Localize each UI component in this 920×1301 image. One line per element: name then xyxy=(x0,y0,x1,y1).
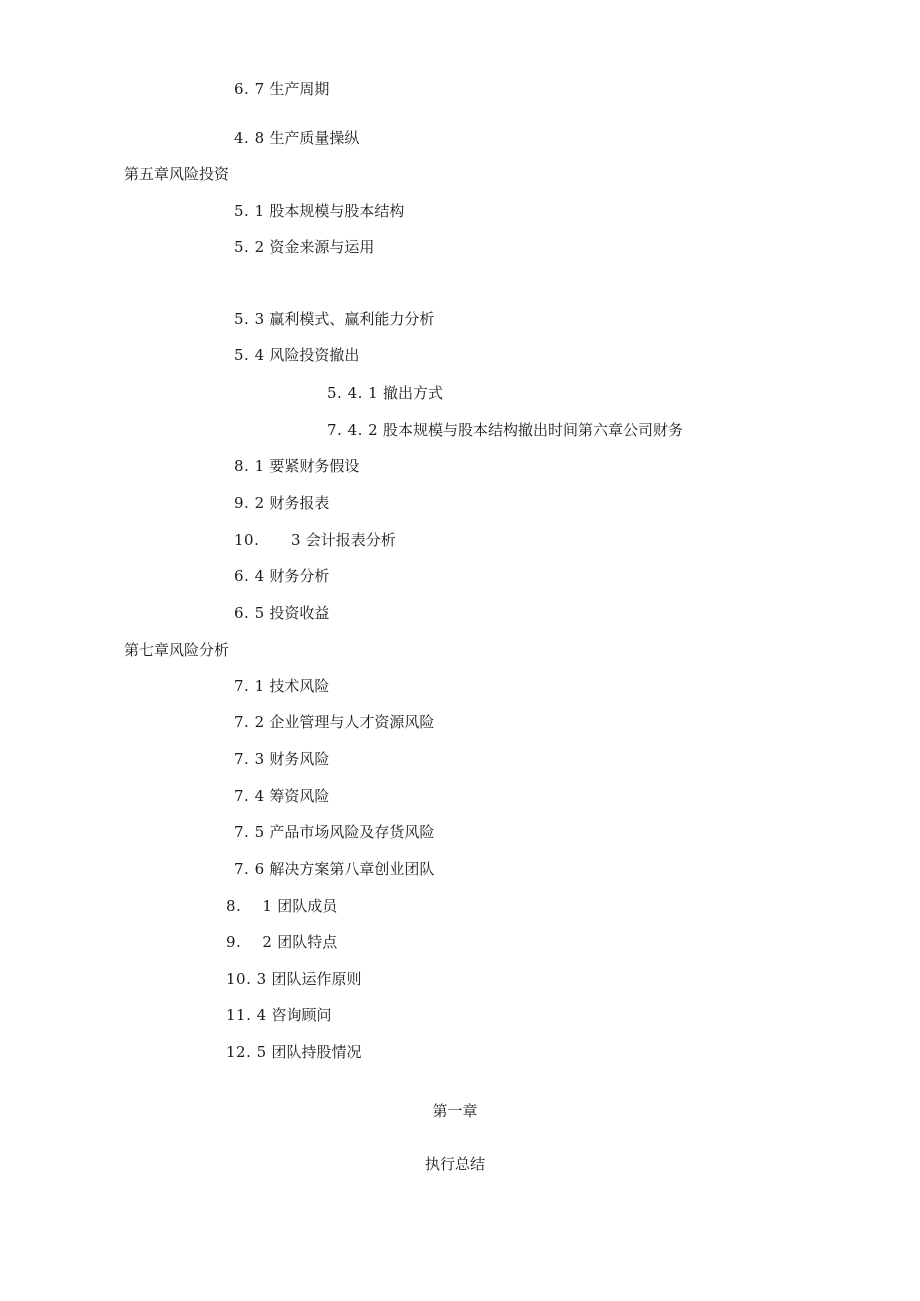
toc-entry-title: 解决方案第八章创业团队 xyxy=(269,860,435,878)
toc-entry-number: 7. 2 xyxy=(234,713,265,731)
toc-entry-number: 7. 4. 2 xyxy=(327,421,379,439)
toc-entry-number: 6. 5 xyxy=(234,604,265,622)
toc-entry-9-2 xyxy=(234,493,329,513)
toc-entry-number: 9. 2 xyxy=(226,933,273,951)
toc-entry-number: 9. 2 xyxy=(234,494,265,512)
toc-entry-8-1-team xyxy=(226,896,337,916)
toc-entry-number: 5. 4 xyxy=(234,346,265,364)
toc-entry-5-3 xyxy=(234,309,434,329)
toc-entry-title: 财务报表 xyxy=(269,494,330,512)
toc-entry-number: 4. 8 xyxy=(234,129,265,147)
toc-entry-number: 7. 3 xyxy=(234,750,265,768)
toc-entry-10-3-team xyxy=(226,969,361,989)
toc-entry-5-2 xyxy=(234,237,374,257)
toc-entry-number: 5. 3 xyxy=(234,310,265,328)
toc-entry-6-7 xyxy=(234,79,329,99)
toc-entry-number: 8. 1 xyxy=(226,897,273,915)
toc-entry-title: 股本规模与股本结构 xyxy=(269,202,405,220)
toc-entry-number: 7. 4 xyxy=(234,787,265,805)
toc-entry-7-4 xyxy=(234,786,329,806)
toc-entry-6-5 xyxy=(234,603,329,623)
toc-entry-number: 5. 2 xyxy=(234,238,265,256)
toc-entry-title: 技术风险 xyxy=(269,677,330,695)
toc-entry-7-6 xyxy=(234,859,434,879)
toc-entry-number: 5. 4. 1 xyxy=(327,384,379,402)
toc-entry-title: 企业管理与人才资源风险 xyxy=(269,713,435,731)
toc-entry-7-1 xyxy=(234,676,329,696)
toc-entry-5-4 xyxy=(234,345,359,365)
toc-entry-7-3 xyxy=(234,749,329,769)
toc-chapter-7 xyxy=(124,640,229,660)
toc-entry-title: 投资收益 xyxy=(269,604,330,622)
toc-entry-number: 11. 4 xyxy=(226,1006,267,1024)
toc-entry-number: 12. 5 xyxy=(226,1043,267,1061)
toc-entry-title: 生产周期 xyxy=(269,80,330,98)
chapter-number: 第一章 xyxy=(432,1102,478,1120)
toc-entry-number: 6. 7 xyxy=(234,80,265,98)
toc-entry-7-4-2 xyxy=(327,420,683,440)
toc-entry-title: 资金来源与运用 xyxy=(269,238,375,256)
toc-entry-12-5 xyxy=(226,1042,361,1062)
toc-entry-title: 财务分析 xyxy=(269,567,330,585)
toc-entry-number: 7. 1 xyxy=(234,677,265,695)
toc-entry-number: 8. 1 xyxy=(234,457,265,475)
toc-entry-8-1 xyxy=(234,456,359,476)
toc-entry-number: 6. 4 xyxy=(234,567,265,585)
toc-entry-title: 要紧财务假设 xyxy=(269,457,360,475)
toc-entry-title: 咨询顾问 xyxy=(271,1006,332,1024)
toc-entry-title: 风险投资撤出 xyxy=(269,346,360,364)
toc-entry-title: 团队运作原则 xyxy=(271,970,362,988)
toc-entry-number: 5. 1 xyxy=(234,202,265,220)
toc-entry-title: 撤出方式 xyxy=(382,384,443,402)
toc-chapter-title: 第五章风险投资 xyxy=(124,165,230,183)
toc-entry-title: 生产质量操纵 xyxy=(269,129,360,147)
toc-entry-title: 股本规模与股本结构撤出时间第六章公司财务 xyxy=(382,421,683,439)
toc-chapter-5 xyxy=(124,164,229,184)
toc-entry-4-8 xyxy=(234,128,359,148)
toc-entry-5-1 xyxy=(234,201,404,221)
toc-entry-title: 财务风险 xyxy=(269,750,330,768)
toc-entry-number: 7. 6 xyxy=(234,860,265,878)
toc-entry-title: 赢利模式、赢利能力分析 xyxy=(269,310,435,328)
toc-entry-11-4 xyxy=(226,1005,331,1025)
toc-entry-number: 7. 5 xyxy=(234,823,265,841)
toc-entry-number: 10. 3 xyxy=(226,970,267,988)
toc-entry-5-4-1 xyxy=(327,383,443,403)
toc-entry-title: 会计报表分析 xyxy=(305,531,396,549)
toc-entry-6-4 xyxy=(234,566,329,586)
toc-entry-9-2-team xyxy=(226,932,337,952)
toc-entry-title: 团队持股情况 xyxy=(271,1043,362,1061)
toc-entry-10-3 xyxy=(234,530,396,550)
toc-entry-7-2 xyxy=(234,712,434,732)
toc-entry-title: 产品市场风险及存货风险 xyxy=(269,823,435,841)
toc-entry-title: 团队特点 xyxy=(277,933,338,951)
chapter-title: 执行总结 xyxy=(424,1155,485,1173)
toc-entry-title: 筹资风险 xyxy=(269,787,330,805)
toc-entry-title: 团队成员 xyxy=(277,897,338,915)
toc-entry-number: 10. 3 xyxy=(234,531,302,549)
toc-entry-7-5 xyxy=(234,822,434,842)
toc-chapter-title: 第七章风险分析 xyxy=(124,641,230,659)
